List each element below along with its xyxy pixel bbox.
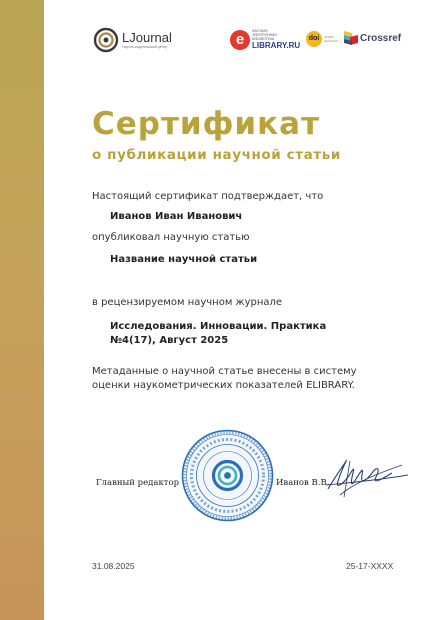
ljournal-logo: [93, 27, 172, 53]
author-name: Иванов Иван Иванович: [110, 211, 243, 222]
decorative-side-stripe: [0, 0, 44, 620]
metadata-line-2: оценки наукометрических показателей ELIBRARY.: [92, 380, 355, 391]
ljournal-name: LJournal: [122, 29, 172, 45]
journal-issue: №4(17), Август 2025: [110, 335, 229, 346]
certificate-title: Сертификат: [92, 106, 321, 142]
certificate-number: 25-17-XXXX: [346, 561, 394, 571]
crossref-name: Crossref: [360, 32, 402, 44]
doi-logo: [306, 31, 338, 47]
published-line: опубликовал научную статью: [92, 232, 250, 243]
journal-intro-line: в рецензируемом научном журнале: [92, 297, 283, 308]
certificate-subtitle: о публикации научной статьи: [92, 147, 341, 163]
editor-role-label: Главный редактор: [96, 478, 180, 488]
elibrary-logo: [230, 29, 300, 50]
metadata-line-1: Метаданные о научной статье внесены в систему: [92, 366, 357, 377]
crossref-icon: [344, 31, 358, 45]
editor-name-label: Иванов В.В.: [276, 478, 330, 488]
confirmation-line: Настоящий сертификат подтверждает, что: [92, 191, 324, 202]
official-stamp-icon: [180, 428, 275, 523]
doi-icon: doi: [306, 31, 322, 47]
crossref-logo: [344, 31, 401, 45]
journal-name: Исследования. Инновации. Практика: [110, 321, 327, 332]
elibrary-name: LIBRARY.RU: [252, 41, 301, 50]
elibrary-subtitle: НАУЧНАЯ ЭЛЕКТРОННАЯ БИБЛИОТЕКА: [252, 29, 277, 41]
doi-subtitle: ЗАКАЗ ЗНАК DOI: [324, 35, 338, 43]
ljournal-logo-icon: [93, 27, 119, 53]
ljournal-subtitle: Научно-издательский центр: [122, 44, 168, 49]
issue-date: 31.08.2025: [92, 561, 135, 571]
elibrary-e-icon: e: [230, 30, 250, 50]
article-title: Название научной статьи: [110, 254, 258, 265]
handwritten-signature-icon: [322, 455, 410, 500]
